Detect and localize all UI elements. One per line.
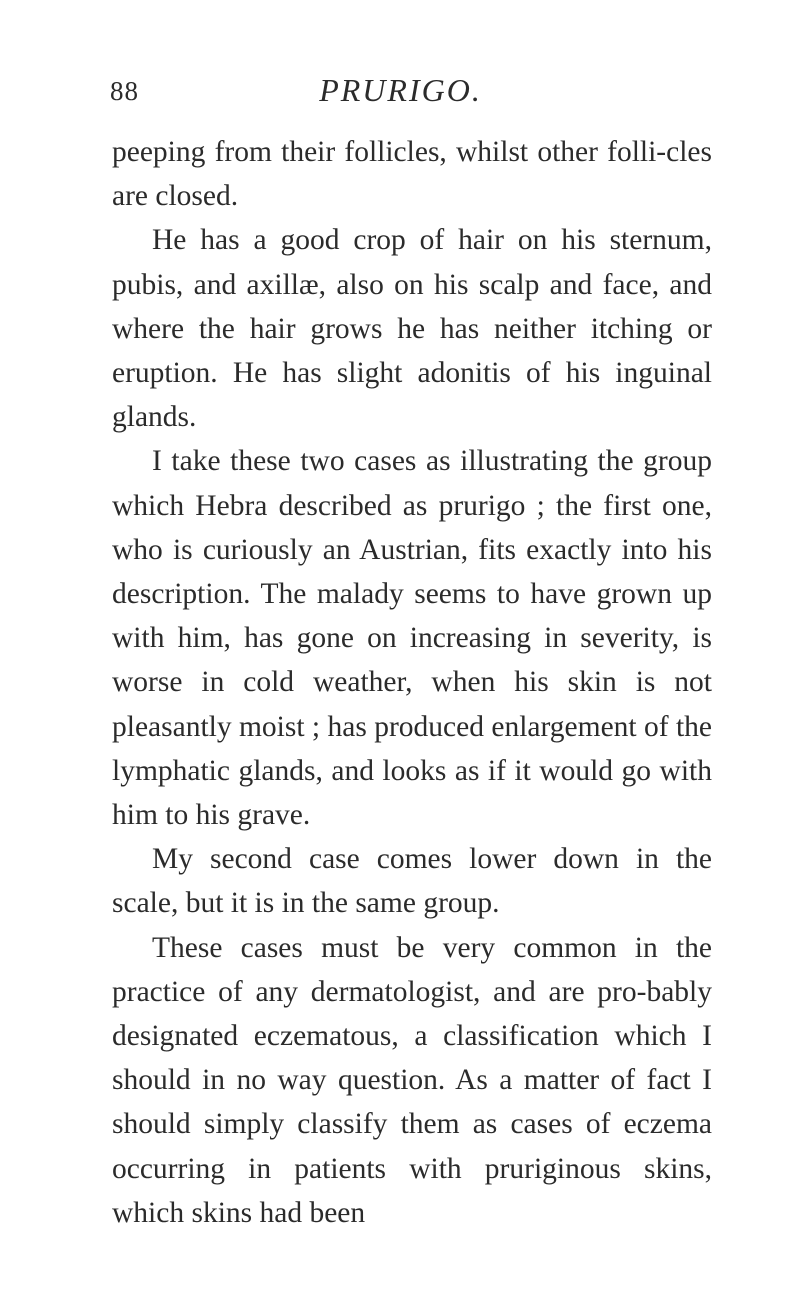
- paragraph-continuation: peeping from their follicles, whilst other folli-cles are closed.: [112, 136, 712, 213]
- running-head: PRURIGO.: [319, 72, 482, 108]
- paragraph-common-practice: These cases must be very common in the practice of any dermatologist, and are pro-bably designated eczematous, a classification which I should in no way question. As a matter of fact I should simply classify them as cases of eczema occurring in patients with pruriginous skins, which skins had been: [112, 931, 712, 1229]
- body-text: [112, 130, 712, 1235]
- paragraph-hair-description: He has a good crop of hair on his sternum, pubis, and axillæ, also on his scalp and face, and where the hair grows he has neither itching or eruption. He has slight adonitis of his inguinal glands.: [112, 224, 712, 434]
- page-header: [0, 70, 801, 114]
- paragraph-second-case: My second case comes lower down in the scale, but it is in the same group.: [112, 843, 712, 920]
- page-number: 88: [110, 76, 139, 106]
- paragraph-two-cases: I take these two cases as illustrating the group which Hebra described as prurigo ; the first one, who is curiously an Austrian, fits exactly into his description. The malady seems to have grown up with him, has gone on increasing in severity, is worse in cold weather, when his skin is not pleasantly moist ; has produced enlargement of the lymphatic glands, and looks as if it would go with him to his grave.: [112, 445, 712, 832]
